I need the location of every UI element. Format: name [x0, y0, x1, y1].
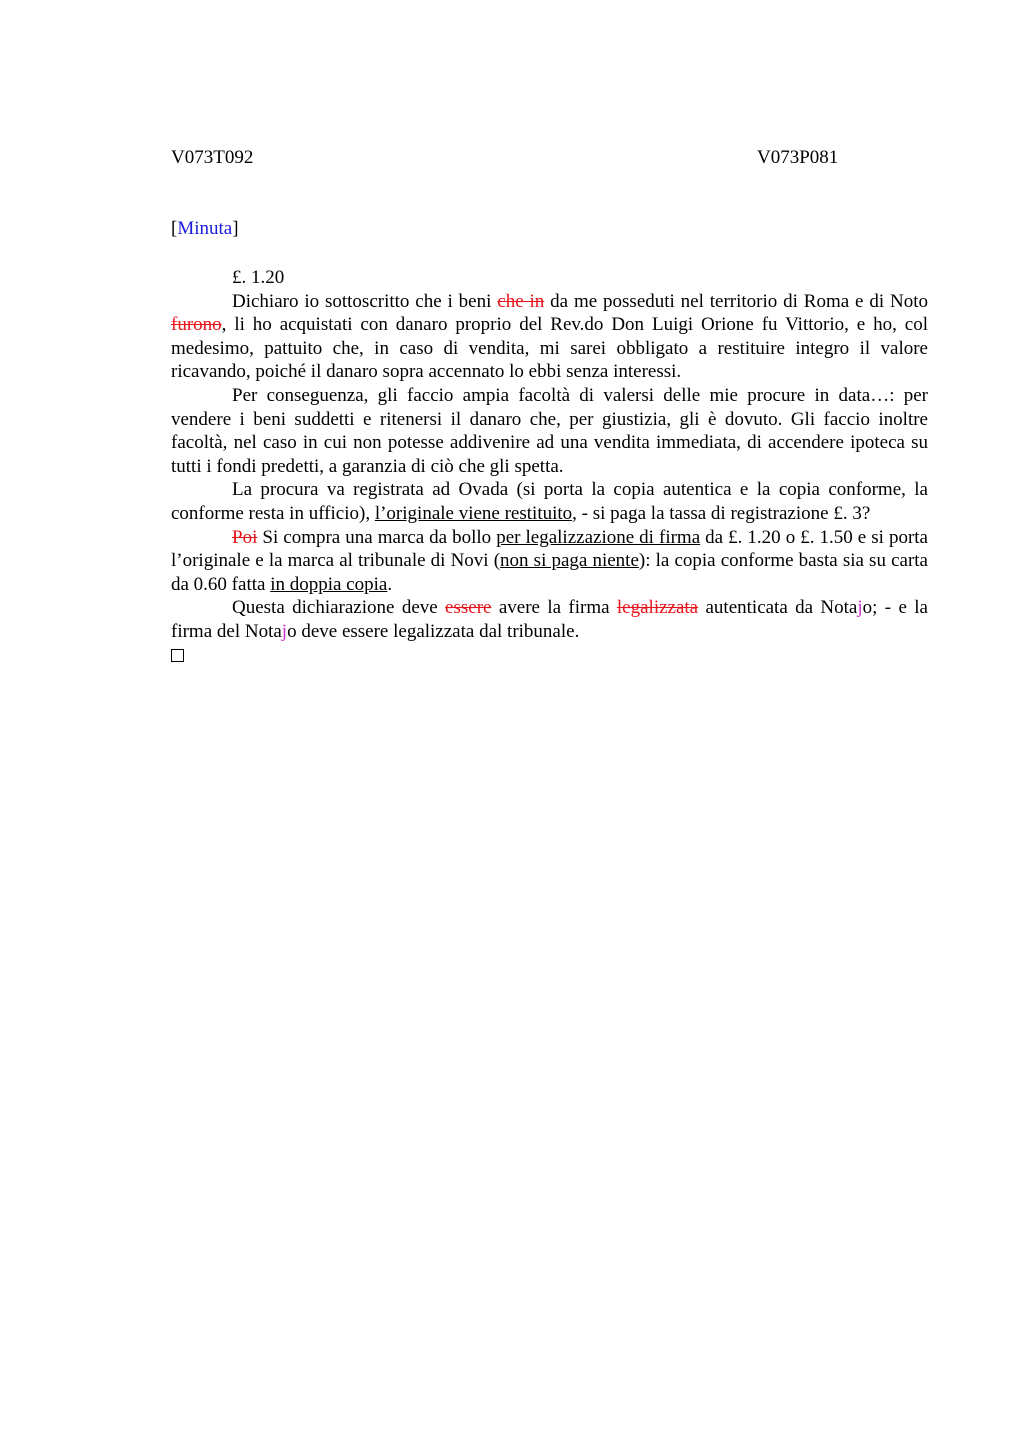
- p5-text-d: o; - e la firma del Nota: [171, 597, 928, 642]
- p1-text-b: da me posseduti nel territorio di Roma e di Noto: [544, 290, 928, 312]
- p1-deletion-2: furono: [171, 314, 222, 336]
- bracket-open: [: [171, 218, 178, 239]
- amount-line: £. 1.20: [232, 267, 285, 288]
- p5-deletion-1: essere: [445, 597, 492, 619]
- p1-deletion-1: che in: [497, 290, 545, 312]
- document-body: [171, 266, 928, 662]
- p5-deletion-2: legalizzata: [616, 597, 699, 619]
- document-code-left: V073T092: [171, 147, 254, 168]
- paragraph-2: Per conseguenza, gli faccio ampia facoltà di valersi delle mie procure in data…: per vendere i beni suddetti e ritenersi il danaro che, per giustizia, gli è dovuto. Gli faccio inoltre facoltà, nel caso in cui non potesse addivenire ad una vendita immediata, di accendere ipoteca su tutti i fondi predetti, a garanzia di ciò che gli spetta.: [171, 384, 928, 477]
- paragraph-5: [171, 596, 928, 643]
- header-row: [171, 147, 928, 171]
- draft-label: [171, 218, 239, 240]
- bracket-close: ]: [232, 218, 239, 239]
- p5-text-c: autenticata da Nota: [698, 597, 858, 619]
- paragraph-4: [171, 526, 928, 597]
- draft-label-text: Minuta: [177, 218, 233, 239]
- p5-correction-1: j: [857, 597, 863, 619]
- end-marker-square-icon: [171, 649, 184, 662]
- p1-text-c: , li ho acquistati con danaro proprio del Rev.do Don Luigi Orione fu Vittorio, e ho, col medesimo, pattuito che, in caso di vendita, mi sarei obbligato a restituire integro il valore ricavando, poiché il danaro sopra accennato lo ebbi senza interessi.: [171, 314, 928, 383]
- p3-text-a: La procura va registrata ad Ovada (si porta la copia autentica e la copia conforme, la conforme resta in ufficio),: [171, 479, 928, 524]
- p5-text-e: o deve essere legalizzata dal tribunale.: [287, 620, 580, 642]
- p3-underline-1: l’originale viene restituito: [374, 502, 573, 524]
- p5-correction-2: j: [281, 620, 288, 642]
- paragraph-3: [171, 478, 928, 525]
- p5-text-b: avere la firma: [491, 597, 617, 619]
- p4-text-c: ): la copia conforme basta sia su carta da 0.60 fatta: [171, 550, 928, 595]
- p4-text-a: Si compra una marca da bollo: [257, 526, 497, 548]
- p4-underline-2: non si paga niente: [500, 550, 639, 572]
- p3-text-b: , - si paga la tassa di registrazione £. 3?: [572, 502, 871, 524]
- paragraph-1: [171, 290, 928, 384]
- p4-underline-1: per legalizzazione di firma: [496, 526, 701, 548]
- p4-text-b: da £. 1.20 o £. 1.50 e si porta l’originale e la marca al tribunale di Novi (: [171, 526, 928, 572]
- p4-underline-3: in doppia copia: [270, 573, 388, 595]
- p4-deletion-1: Poi: [232, 526, 258, 548]
- p5-text-a: Questa dichiarazione deve: [232, 597, 446, 619]
- p4-text-d: .: [387, 573, 393, 595]
- p1-text-a: Dichiaro io sottoscritto che i beni: [232, 290, 498, 312]
- document-code-right: V073P081: [757, 147, 839, 168]
